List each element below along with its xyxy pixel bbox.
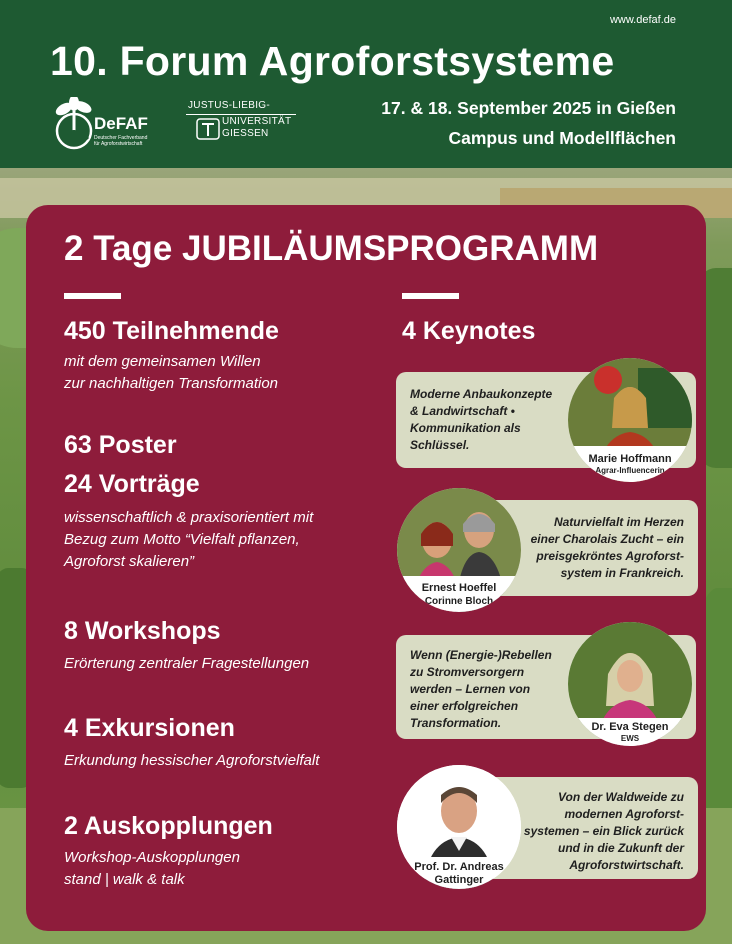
keynote-4-photo [397,765,521,889]
keynote-text-line: systemen – ein Blick zurück [523,824,684,838]
stat-desc-line: Workshop-Auskopplungen [64,849,240,866]
keynote-text-line: zu Stromversorgern [410,665,525,679]
jlu-line-2: UNIVERSITÄT [222,116,292,127]
keynote-3-caption [568,718,692,746]
keynote-3-role: EWS [620,734,640,743]
keynote-2-name: Ernest Hoeffel [421,582,497,594]
event-date: 17. & 18. September 2025 in Gießen [381,98,676,118]
keynote-2-role: Corinne Bloch [424,596,494,607]
stat-workshops: 8 Workshops [64,617,221,645]
event-location: Campus und Modellflächen [448,128,676,148]
keynote-3-photo [568,622,692,746]
keynote-1-name: Marie Hoffmann [588,453,672,465]
stat-desc-line: zur nachhaltigen Transformation [64,375,278,392]
defaf-logo [50,97,168,153]
keynote-3-text [410,647,552,732]
keynote-text-line: Kommunikation als [410,421,521,435]
keynote-text-line: preisgekröntes Agroforst- [536,549,684,563]
defaf-tagline-line: für Agroforstwirtschaft [94,141,143,147]
keynote-4-name: Prof. Dr. Andreas [414,861,504,873]
stat-talks-desc [64,507,313,573]
header-banner [0,0,732,168]
jlu-line-3: GIESSEN [222,128,269,139]
stat-desc-line: Agroforst skalieren” [64,553,195,570]
defaf-tagline-line: Deutscher Fachverband [94,135,148,141]
stat-spinoffs-desc [64,847,240,891]
website-url[interactable]: www.defaf.de [609,14,676,26]
keynotes-heading: 4 Keynotes [402,317,536,345]
keynote-1-photo [568,358,692,482]
stat-desc-line: Erkundung hessischer Agroforstvielfalt [64,752,320,769]
keynote-text-line: und in die Zukunft der [558,841,684,855]
divider-bar-right [402,293,459,299]
keynote-text-line: Naturvielfalt im Herzen [553,515,684,529]
keynote-text-line: werden – Lernen von [410,682,531,696]
keynote-text-line: & Landwirtschaft • [410,404,515,418]
keynote-2-photo [397,488,521,612]
stat-excursions-desc [64,750,319,772]
program-title: 2 Tage JUBILÄUMSPROGRAMM [64,229,599,268]
stat-workshops-desc [64,653,309,675]
keynote-4-role: Gattinger [434,874,484,886]
keynote-4-caption [397,857,521,889]
keynote-3-name: Dr. Eva Stegen [591,721,669,733]
defaf-logo-name: DeFAF [94,114,148,133]
defaf-logo-tagline [94,135,147,147]
keynote-1-text [410,386,552,454]
keynote-text-line: system in Frankreich. [560,566,684,580]
keynote-1-caption [568,446,692,482]
keynote-text-line: Agroforstwirtschaft. [569,858,684,872]
stat-desc-line: Bezug zum Motto “Vielfalt pflanzen, [64,531,300,548]
keynote-text-line: Transformation. [410,716,502,730]
stat-desc-line: wissenschaftlich & praxisorientiert mit [64,509,314,526]
stat-talks: 24 Vorträge [64,470,200,498]
stat-participants: 450 Teilnehmende [64,317,279,345]
keynote-2-text [531,514,684,582]
keynote-4-text [524,789,684,874]
jlu-divider [186,114,296,115]
keynote-1-role: Agrar-Influencerin [595,466,665,475]
keynote-text-line: modernen Agroforst- [564,807,684,821]
stat-desc-line: Erörterung zentraler Fragestellungen [64,655,310,672]
keynote-text-line: einer erfolgreichen [410,699,519,713]
keynote-2-caption [397,576,521,612]
stat-participants-desc [64,351,278,395]
keynote-text-line: Wenn (Energie-)Rebellen [410,648,552,662]
jlu-logo [186,100,298,144]
stat-desc-line: stand | walk & talk [64,871,185,888]
divider-bar-left [64,293,121,299]
program-card [26,205,706,931]
keynote-text-line: einer Charolais Zucht – ein [530,532,684,546]
stat-excursions: 4 Exkursionen [64,714,235,742]
stat-desc-line: mit dem gemeinsamen Willen [64,353,261,370]
stat-spinoffs: 2 Auskopplungen [64,812,273,840]
jlu-crest-icon [196,118,220,140]
stat-posters: 63 Poster [64,431,177,459]
jlu-line-1: JUSTUS-LIEBIG- [188,100,270,111]
keynote-text-line: Von der Waldweide zu [557,790,684,804]
event-title: 10. Forum Agroforstsysteme [50,38,615,84]
keynote-text-line: Schlüssel. [410,438,470,452]
keynote-text-line: Moderne Anbaukonzepte [410,387,553,401]
